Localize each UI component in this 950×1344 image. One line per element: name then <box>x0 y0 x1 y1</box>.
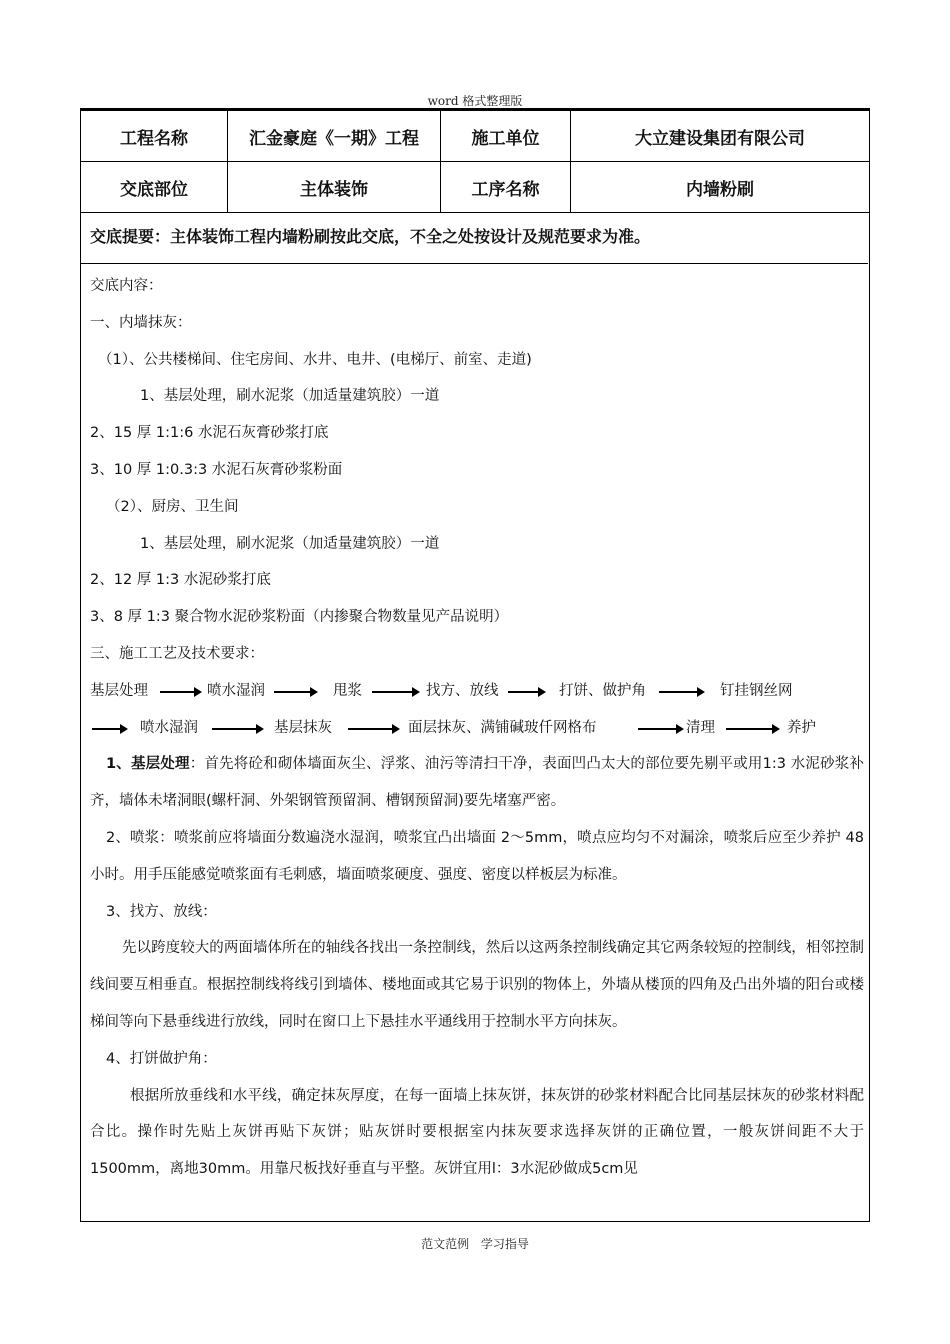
summary: 交底提要：主体装饰工程内墙粉刷按此交底，不全之处按设计及规范要求为准。 <box>80 213 868 264</box>
subsection-1-item: 2、15 厚 1:1:6 水泥石灰膏砂浆打底 <box>90 425 329 442</box>
table-row <box>81 162 870 213</box>
project-name: 汇金豪庭《一期》工程 <box>228 111 441 162</box>
process-flow-row-2 <box>90 710 864 747</box>
flow-arrow-icon <box>508 691 544 693</box>
flow-arrow-icon <box>372 691 418 693</box>
process-label: 工序名称 <box>441 162 571 213</box>
info-table <box>80 110 870 213</box>
paragraph-layout: 先以跨度较大的两面墙体所在的轴线各找出一条控制线，然后以这两条控制线确定其它两条较短的控制线，相邻控制线间要互相垂直。根据控制线将线引到墙体、楼地面或其它易于识别的物体上，外墙从楼顶的四角及凸出外墙的阳台或楼梯间等向下悬垂线进行放线，同时在窗口上下悬挂水平通线用于控制水平方向抹灰。 <box>90 940 864 1030</box>
flow-arrow-icon <box>726 728 778 730</box>
flow-arrow-icon <box>274 691 316 693</box>
flow-arrow-icon <box>348 728 398 730</box>
page-header: word 格式整理版 <box>427 94 523 108</box>
paragraph-base-treatment <box>90 746 864 820</box>
process-flow-row-1 <box>90 673 864 710</box>
subsection-2-item: 2、12 厚 1:3 水泥砂浆打底 <box>90 572 271 589</box>
paragraph-text: ：首先将砼和砌体墙面灰尘、浮浆、油污等清扫干净，表面凹凸太大的部位要先剔平或用1:3 水泥砂浆补齐，墙体未堵洞眼(螺杆洞、外架钢管预留洞、槽钢预留洞)要先堵塞严密。 <box>90 756 864 810</box>
subsection-2-item: 1、基层处理，刷水泥浆（加适量建筑胶）一道 <box>140 535 440 552</box>
paragraph-3-title: 3、找方、放线： <box>106 903 217 920</box>
flow-step: 清理 <box>686 719 715 736</box>
flow-step: 钉挂钢丝网 <box>720 682 793 699</box>
page-footer: 范文范例 学习指导 <box>421 1237 529 1251</box>
paragraph-spraying: 2、喷浆：喷浆前应将墙面分数遍浇水湿润，喷浆宜凸出墙面 2～5mm，喷点应均匀不对漏涂，喷浆后应至少养护 48 小时。用手压能感觉喷浆面有毛刺感，墙面喷浆硬度、强度、密度以样板层为标准。 <box>90 829 864 883</box>
section-3-title: 三、施工工艺及技术要求： <box>90 645 264 662</box>
flow-arrow-icon <box>92 728 126 730</box>
section-1-title: 一、内墙抹灰： <box>90 314 192 331</box>
flow-arrow-icon <box>638 728 682 730</box>
flow-step: 甩浆 <box>333 682 362 699</box>
paragraph-plaster-cakes: 根据所放垂线和水平线，确定抹灰厚度，在每一面墙上抹灰饼，抹灰饼的砂浆材料配合比同基层抹灰的砂浆材料配合比。操作时先贴上灰饼再贴下灰饼；贴灰饼时要根据室内抹灰要求选择灰饼的正确位置，一般灰饼间距不大于1500mm，离地30mm。用靠尺板找好垂直与平整。灰饼宜用l：3水泥砂做成5cm见 <box>90 1087 864 1178</box>
subsection-2-title: （2）、厨房、卫生间 <box>106 498 239 515</box>
flow-step: 喷水湿润 <box>140 719 198 736</box>
flow-step: 基层抹灰 <box>274 719 332 736</box>
content-body <box>90 268 864 1188</box>
subsection-1-item: 3、10 厚 1:0.3:3 水泥石灰膏砂浆粉面 <box>90 461 343 478</box>
part: 主体装饰 <box>228 162 441 213</box>
paragraph-4-title: 4、打饼做护角： <box>106 1050 217 1067</box>
table-row <box>81 111 870 162</box>
flow-step: 找方、放线 <box>426 682 499 699</box>
flow-step: 喷水湿润 <box>207 682 265 699</box>
subsection-2-item: 3、8 厚 1:3 聚合物水泥砂浆粉面（内掺聚合物数量见产品说明） <box>90 609 509 626</box>
project-name-label: 工程名称 <box>81 111 228 162</box>
process: 内墙粉刷 <box>571 162 870 213</box>
flow-arrow-icon <box>212 728 262 730</box>
part-label: 交底部位 <box>81 162 228 213</box>
flow-step: 打饼、做护角 <box>559 682 646 699</box>
flow-step: 养护 <box>787 719 816 736</box>
subsection-1-item: 1、基层处理，刷水泥浆（加适量建筑胶）一道 <box>140 388 440 405</box>
paragraph-title: 1、基层处理 <box>106 756 190 773</box>
contractor-label: 施工单位 <box>441 111 571 162</box>
flow-arrow-icon <box>659 691 703 693</box>
content-heading: 交底内容： <box>90 278 163 294</box>
subsection-1-title: （1）、公共楼梯间、住宅房间、水井、电井、(电梯厅、前室、走道) <box>98 351 532 368</box>
contractor: 大立建设集团有限公司 <box>571 111 870 162</box>
flow-step: 基层处理 <box>90 682 148 699</box>
flow-arrow-icon <box>160 691 200 693</box>
flow-step: 面层抹灰、满铺碱玻仟网格布 <box>408 719 597 736</box>
